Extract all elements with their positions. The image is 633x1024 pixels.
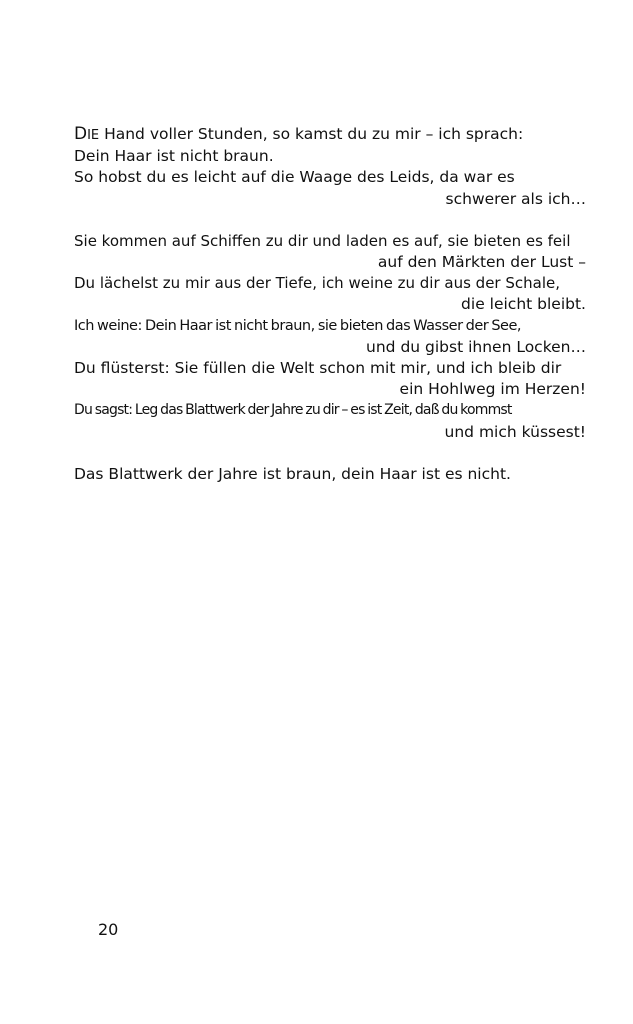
small-caps-word: IE [87, 128, 100, 143]
poem-line-continuation: und du gibst ihnen Locken… [366, 337, 586, 356]
poem-line: Du lächelst zu mir aus der Tiefe, ich weine zu dir aus der Schale, [74, 274, 560, 293]
initial-letter: D [74, 124, 88, 144]
poem-line: So hobst du es leicht auf die Waage des Leids, da war es [74, 168, 515, 187]
poem-line-continuation: die leicht bleibt. [461, 295, 586, 314]
poem-line: Du flüsterst: Sie füllen die Welt schon mit mir, und ich bleib dir [74, 359, 562, 378]
poem-line-continuation: auf den Märkten der Lust – [377, 253, 586, 272]
stanza-break [74, 210, 586, 231]
page-number: 20 [98, 920, 119, 939]
poem-line [74, 124, 586, 146]
poem-line-continuation: ein Hohlweg im Herzen! [399, 380, 586, 399]
poem-line: Dein Haar ist nicht braun. [74, 147, 274, 166]
stanza-break [74, 443, 586, 464]
poem-line-rest: Hand voller Stunden, so kamst du zu mir – ich sprach: [99, 125, 524, 143]
poem-line: Ich weine: Dein Haar ist nicht braun, sie bieten das Wasser der See, [74, 317, 521, 334]
poem-line-continuation: und mich küssest! [444, 422, 586, 441]
poem-text [74, 124, 586, 485]
poem-line: Du sagst: Leg das Blattwerk der Jahre zu dir – es ist Zeit, daß du kommst [74, 402, 512, 419]
poem-line-continuation: schwerer als ich… [445, 189, 586, 208]
poem-line: Sie kommen auf Schiffen zu dir und laden es auf, sie bieten es feil [74, 231, 571, 250]
poem-line: Das Blattwerk der Jahre ist braun, dein Haar ist es nicht. [74, 464, 511, 483]
